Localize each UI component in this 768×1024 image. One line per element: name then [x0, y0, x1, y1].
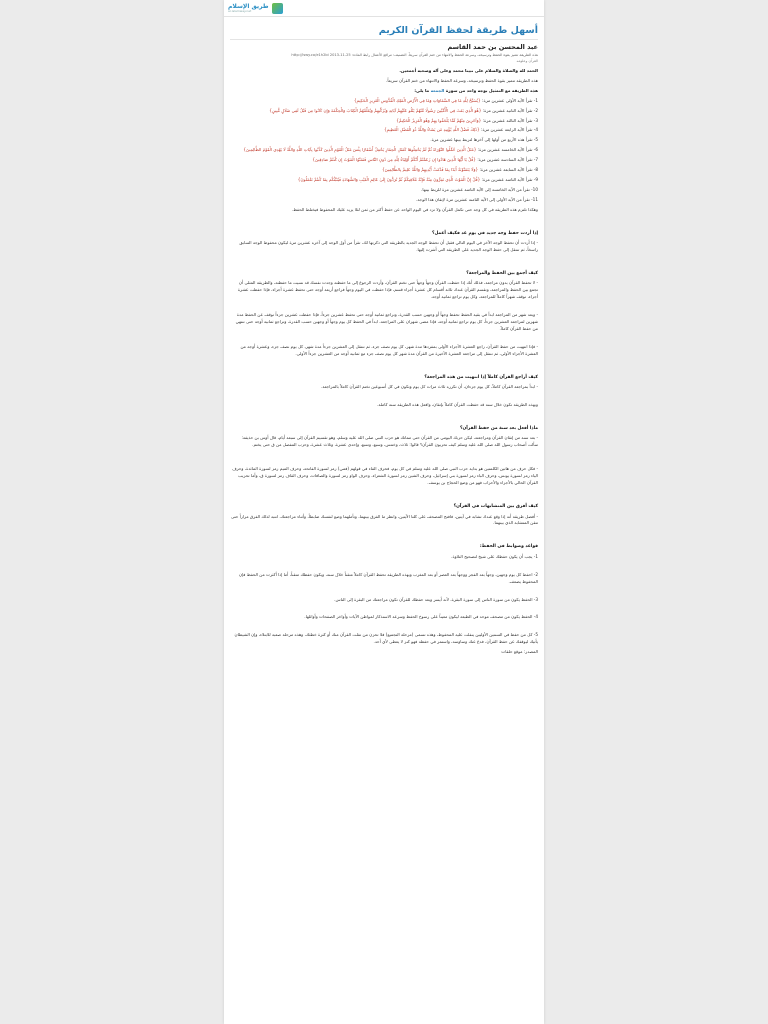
- logo-url: ar.islamway.net: [228, 8, 252, 13]
- list-item: 6- تقرأ الآية الخامسة عشرين مرة: {مَثَلُ الَّذِينَ حُمِّلُوا التَّوْرَاةَ ثُمَّ لَمْ يَحْمِلُوهَا كَمَثَلِ الْحِمَارِ يَحْمِلُ أَسْفَارًا بِئْسَ مَثَلُ الْقَوْمِ الَّذِينَ كَذَّبُوا بِآيَاتِ اللَّهِ وَاللَّهُ لَا يَهْدِي الْقَوْمَ الظَّالِمِينَ}: [243, 147, 538, 153]
- list-item: 4- تقرأ الآية الرابعة عشرين مرة: {ذَٰلِكَ فَضْلُ اللَّهِ يُؤْتِيهِ مَن يَشَاءُ وَاللَّهُ ذُو الْفَضْلِ الْعَظِيمِ}: [383, 127, 538, 133]
- article-author[interactable]: عبد المحسن بن حمد القاسم: [447, 43, 538, 51]
- list-item: 7- تقرأ الآية السادسة عشرين مرة: {قُلْ يَا أَيُّهَا الَّذِينَ هَادُوا إِن زَعَمْتُمْ أَنَّكُمْ أَوْلِيَاءُ لِلَّهِ مِن دُونِ النَّاسِ فَتَمَنَّوُا الْمَوْتَ إِن كُنتُمْ صَادِقِينَ}: [312, 157, 538, 163]
- paragraph: - فإذا انتهيت من حفظ القرآن، راجع العشرة الأجزاء الأولى بمفردها مدة شهر، كل يوم نصف جزء، ثم تنتقل إلى العشرين جزءاً مدة شهر، كل يوم نصف جزء، وعشرة أوجه من العشرة الأجزاء الأولى، ثم تنتقل إلى مراجعة العشرة الأخيرة من القرآن مدة شهر كل يوم نصف جزء مع ثمانية أوجه من العشرين جزءاً الأولى.: [240, 343, 538, 356]
- list-item: 1- تقرأ الآية الأولى عشرين مرة: {يُسَبِّحُ لِلَّهِ مَا فِي السَّمَاوَاتِ وَمَا فِي الْأَرْضِ الْمَلِكِ الْقُدُّوسِ الْعَزِيزِ الْحَكِيمِ}: [353, 97, 538, 103]
- section-heading: ماذا أفعل بعد سنة من حفظ القرآن؟: [459, 425, 538, 431]
- list-item: 8- تقرأ الآية السابعة عشرين مرة: {وَلَا يَتَمَنَّوْنَهُ أَبَدًا بِمَا قَدَّمَتْ أَيْدِيهِمْ وَاللَّهُ عَلِيمٌ بِالظَّالِمِينَ}: [381, 167, 538, 173]
- article-meta: هذه الطريقة تتميز بقوة الحفظ وترسيخه، وسرعة الحفظ والانتهاء من ختم القرآن سريعاً. التصنيف: مرافع الأعمال رابط المادة: http://iswy.co/e1h2bi 2013-11-25: [291, 53, 538, 57]
- paragraph: - أفضل طريقة أنه إذا وقع عندك تشابه في آيتين، فافتح المصحف على كلتا الآيتين، وانظر ما الفرق بينهما، وتأملهما وضع لنفسك ضابطاً، وأثناء مراجعتك، انتبه لذلك الفرق مراراً حتى تتقن المتشابه الذي بينهما.: [231, 513, 538, 526]
- sections: [230, 217, 538, 647]
- method-line: هذه الطريقة مع التمثيل بوجه واحد من سورة الجمعة ما يلي:: [414, 87, 538, 93]
- verse-text: {مَثَلُ الَّذِينَ حُمِّلُوا التَّوْرَاةَ ثُمَّ لَمْ يَحْمِلُوهَا كَمَثَلِ الْحِمَارِ يَحْمِلُ أَسْفَارًا بِئْسَ مَثَلُ الْقَوْمِ الَّذِينَ كَذَّبُوا بِآيَاتِ اللَّهِ وَاللَّهُ لَا يَهْدِي الْقَوْمَ الظَّالِمِينَ}: [243, 147, 477, 153]
- list-item: 5- تقرأ هذه الأربع من أولها إلى آخرها لتربط بينها عشرين مرة.: [430, 137, 538, 143]
- site-logo[interactable]: [228, 3, 283, 14]
- verse-text: {قُلْ يَا أَيُّهَا الَّذِينَ هَادُوا إِن زَعَمْتُمْ أَنَّكُمْ أَوْلِيَاءُ لِلَّهِ مِن دُونِ النَّاسِ فَتَمَنَّوُا الْمَوْتَ إِن كُنتُمْ صَادِقِينَ}: [312, 157, 476, 163]
- paragraph: 3- الحفظ يكون من سورة الناس إلى سورة البقرة، لأنه أيسر وبعد حفظك للقرآن تكون مراجعتك من البقرة إلى الناس.: [334, 596, 538, 602]
- verse-text: {وَلَا يَتَمَنَّوْنَهُ أَبَدًا بِمَا قَدَّمَتْ أَيْدِيهِمْ وَاللَّهُ عَلِيمٌ بِالظَّالِمِينَ}: [381, 167, 479, 173]
- paragraph: - فكل حرف من هاتين الكلمتين هو بداية حزب النبي صلى الله عليه وسلم في كل يوم، فحرف الفاء في قولهم (فمي) رمز لسورة الفاتحة، وحرف الميم رمز لسورة المائدة، وحرف الياء رمز لسورة يونس، وحرف الباء رمز لسورة بني إسرائيل، وحرف الشين رمز لسورة الشعراء، وحرف الواو رمز لسورة والصافات، وحرف القاف رمز لسورة ق، وأما تحزيب القرآن الحالي بالأجزاء والأحزاب فهو من وضع الحجاج بن يوسف.: [232, 466, 538, 486]
- paragraph: - وبعد شهر من المراجعة ابدأ في بقية الحفظ تحفظ وجهاً أو وجهين حسب القدرة، وتراجع ثمانية أوجه حتى تحفظ عشرين جزءاً، فإذا حفظت عشرين جزءاً توقف عن الحفظ مدة شهرين لمراجعة العشرين جزءاً، كل يوم تراجع ثمانية أوجه، فإذا مضى شهران على المراجعة، ابدأ في الحفظ كل يوم وجهاً أو وجهين حسب القدرة، وتراجع ثمانية أوجه حتى تنتهي من حفظ القرآن كاملاً.: [235, 312, 538, 331]
- verse-text: {قُلْ إِنَّ الْمَوْتَ الَّذِي تَفِرُّونَ مِنْهُ فَإِنَّهُ مُلَاقِيكُمْ ثُمَّ تُرَدُّونَ إِلَىٰ عَالِمِ الْغَيْبِ وَالشَّهَادَةِ فَيُنَبِّئُكُم بِمَا كُنتُمْ تَعْمَلُونَ}: [297, 176, 481, 182]
- list-item: 9- تقرأ الآية الثامنة عشرين مرة: {قُلْ إِنَّ الْمَوْتَ الَّذِي تَفِرُّونَ مِنْهُ فَإِنَّهُ مُلَاقِيكُمْ ثُمَّ تُرَدُّونَ إِلَىٰ عَالِمِ الْغَيْبِ وَالشَّهَادَةِ فَيُنَبِّئُكُم بِمَا كُنتُمْ تَعْمَلُونَ}: [297, 176, 538, 182]
- logo-name: طريق الإسلام: [228, 2, 269, 10]
- verse-text: {وَآخَرِينَ مِنْهُمْ لَمَّا يَلْحَقُوا بِهِمْ وَهُوَ الْعَزِيزُ الْحَكِيمُ}: [396, 117, 482, 123]
- surah-link[interactable]: الجمعة: [430, 87, 445, 93]
- verse-text: {يُسَبِّحُ لِلَّهِ مَا فِي السَّمَاوَاتِ وَمَا فِي الْأَرْضِ الْمَلِكِ الْقُدُّوسِ الْعَزِيزِ الْحَكِيمِ}: [353, 97, 481, 103]
- list-item: 2- تقرأ الآية الثانية عشرين مرة: {هُوَ الَّذِي بَعَثَ فِي الْأُمِّيِّينَ رَسُولًا مِّنْهُمْ يَتْلُو عَلَيْهِمْ آيَاتِهِ وَيُزَكِّيهِمْ وَيُعَلِّمُهُمُ الْكِتَابَ وَالْحِكْمَةَ وَإِن كَانُوا مِن قَبْلُ لَفِي ضَلَالٍ مُّبِينٍ}: [269, 107, 538, 113]
- paragraph: وبهذه الطريقة تكون خلال سنة قد حفظت القرآن كاملاً بإتقان، وافعل هذه الطريقة سنة كاملة.: [377, 402, 538, 408]
- paragraph: 4- الحفظ يكون من مصحف موحد في الطبعة ليكون معيناً على رسوخ الحفظ وسرعة الاستذكار لمواطن الآيات وأواخر الصفحات وأوائلها.: [304, 614, 538, 620]
- breadcrumb[interactable]: القرآن وعلومه: [516, 59, 538, 63]
- list-item: 11- تقرأ من الآية الأولى إلى الآية الثامنة عشرين مرة لإتقان هذا الوجه.: [416, 196, 538, 202]
- steps-list: [230, 98, 538, 204]
- verse-text: {هُوَ الَّذِي بَعَثَ فِي الْأُمِّيِّينَ رَسُولًا مِّنْهُمْ يَتْلُو عَلَيْهِمْ آيَاتِهِ وَيُزَكِّيهِمْ وَيُعَلِّمُهُمُ الْكِتَابَ وَالْحِكْمَةَ وَإِن كَانُوا مِن قَبْلُ لَفِي ضَلَالٍ مُّبِينٍ}: [269, 107, 482, 113]
- intro-text: هذه الطريقة تتميز بقوة الحفظ وترسيخه، وسرعة الحفظ والانتهاء من ختم القرآن سريعاً.: [386, 77, 538, 83]
- paragraph: - لا تحفظ القرآن بدون مراجعة، فذلك أنك إذا حفظت القرآن وجهاً وجهاً حتى تختم القرآن، وأردت الرجوع إلى ما حفظته وجدت نفسك قد نسيت ما حفظته، والطريقة المثلى أن تجمع بين الحفظ والمراجعة، وتقسم القرآن عندك ثلاثة أقسام كل عشرة أجزاء قسم، فإذا حفظت في اليوم وجهاً فراجع أربعة أوجه حتى تحفظ عشرة أجزاء، فإذا حفظت عشرة أجزاء، توقف شهراً كاملاً للمراجعة، وكل يوم تراجع ثمانية أوجه.: [237, 280, 538, 300]
- verse-text: {ذَٰلِكَ فَضْلُ اللَّهِ يُؤْتِيهِ مَن يَشَاءُ وَاللَّهُ ذُو الْفَضْلِ الْعَظِيمِ}: [383, 127, 480, 133]
- site-header: [224, 0, 544, 17]
- logo-icon: [272, 3, 283, 14]
- intro-bold: الحمد لله والصلاة والسلام على نبينا محمد وعلى آله وصحبه أجمعين.: [399, 68, 538, 73]
- list-item: 10- تقرأ من الآية الخامسة إلى الآية الثامنة عشرين مرة للربط بينها.: [421, 186, 538, 192]
- paragraph: 2- احفظ كل يوم وجهين، وجهاً بعد الفجر ووجهاً بعد العصر أو بعد المغرب وبهذه الطريقة تحفظ القرآن كاملاً متقناً خلال سنة، ويكون حفظك متقناً، أما إذا أكثرت من الحفظ فإن المحفوظ يضعف.: [239, 571, 538, 584]
- article-content: [224, 17, 544, 656]
- section-heading: كيف أفرق بين المتشابهات في القرآن؟: [453, 504, 538, 509]
- list-item: 3- تقرأ الآية الثالثة عشرين مرة: {وَآخَرِينَ مِنْهُمْ لَمَّا يَلْحَقُوا بِهِمْ وَهُوَ الْعَزِيزُ الْحَكِيمُ}: [396, 117, 538, 123]
- section-heading: إذا أردت حفظ وجه جديد في يوم غد فكيف أعمل؟: [431, 230, 538, 236]
- paragraph: - ابدأ بمراجعة القرآن كاملاً، كل يوم جزءان، أن تكرره ثلاث مرات كل يوم وتكون في كل أسبوعين تختم القرآن كاملاً بالمراجعة.: [321, 384, 538, 390]
- section-heading: قواعد وضوابط في الحفظ:: [479, 544, 538, 550]
- article-page: [224, 0, 544, 1024]
- paragraph: - بعد سنة من إتقان القرآن ومراجعته، ليكن حزبك اليومي من القرآن حتى مماتك هو حزب النبي صلى الله عليه وسلم، وهو تقسيم القرآن إلى سبعة أيام، قال أوس بن حذيفة: سألت أصحاب رسول الله صلى الله عليه وسلم كيف تحزبون القرآن؟ قالوا: ثلاث، وخمس، وسبع، وتسع، وإحدى عشرة، وثلاث عشرة، وحزب المفصل من ق حتى يختم.: [241, 435, 538, 448]
- paragraph: 1- يجب أن يكون حفظك على شيخ لتصحيح التلاوة.: [451, 553, 538, 559]
- paragraph: 5- كل من حفظ في السنتين الأوليين ينفلت عليه المحفوظ، وهذه تسمى (مرحلة التجميع) فلا تحزن من تفلت القرآن منك أو كثرة خطئك، وهذه مرحلة صعبة للابتلاء، وإن الشيطان يأتيك ليوقفك عن حفظ القرآن، فدع عنك وساوسه، واستمر في حفظه فهو كنز لا يعطى لأي أحد.: [234, 632, 538, 645]
- closing-text: وهكذا تلتزم هذه الطريقة في كل وجه حتى تكمل القرآن ولا تزد في اليوم الواحد عن حفظ أكثر من ثمن لئلا يزيد عليك المحفوظ فيختلط الحفظ.: [291, 206, 538, 212]
- section-heading: كيف أراجع القرآن كاملاً إذا انتهيت من هذه المراجعة؟: [424, 374, 538, 380]
- article-date: 2013-11-25: [329, 53, 351, 57]
- section-heading: كيف أجمع بين الحفظ والمراجعة؟: [466, 270, 538, 276]
- article-title: أسهل طريقة لحفظ القرآن الكريم: [230, 25, 538, 40]
- source-line: المصدر: موقع حلقات: [501, 649, 538, 655]
- paragraph: - إذا أردت أن تحفظ الوجه الآخر في اليوم التالي فقبل أن تحفظ الوجه الجديد بالطريقة التي ذكرتها لك، تقرأ من أول الوجه إلى آخره عشرين مرة ليكون محفوظ الوجه السابق راسخاً، ثم تنتقل إلى حفظ الوجه الجديد على الطريقة التي أشرت إليها.: [239, 240, 538, 252]
